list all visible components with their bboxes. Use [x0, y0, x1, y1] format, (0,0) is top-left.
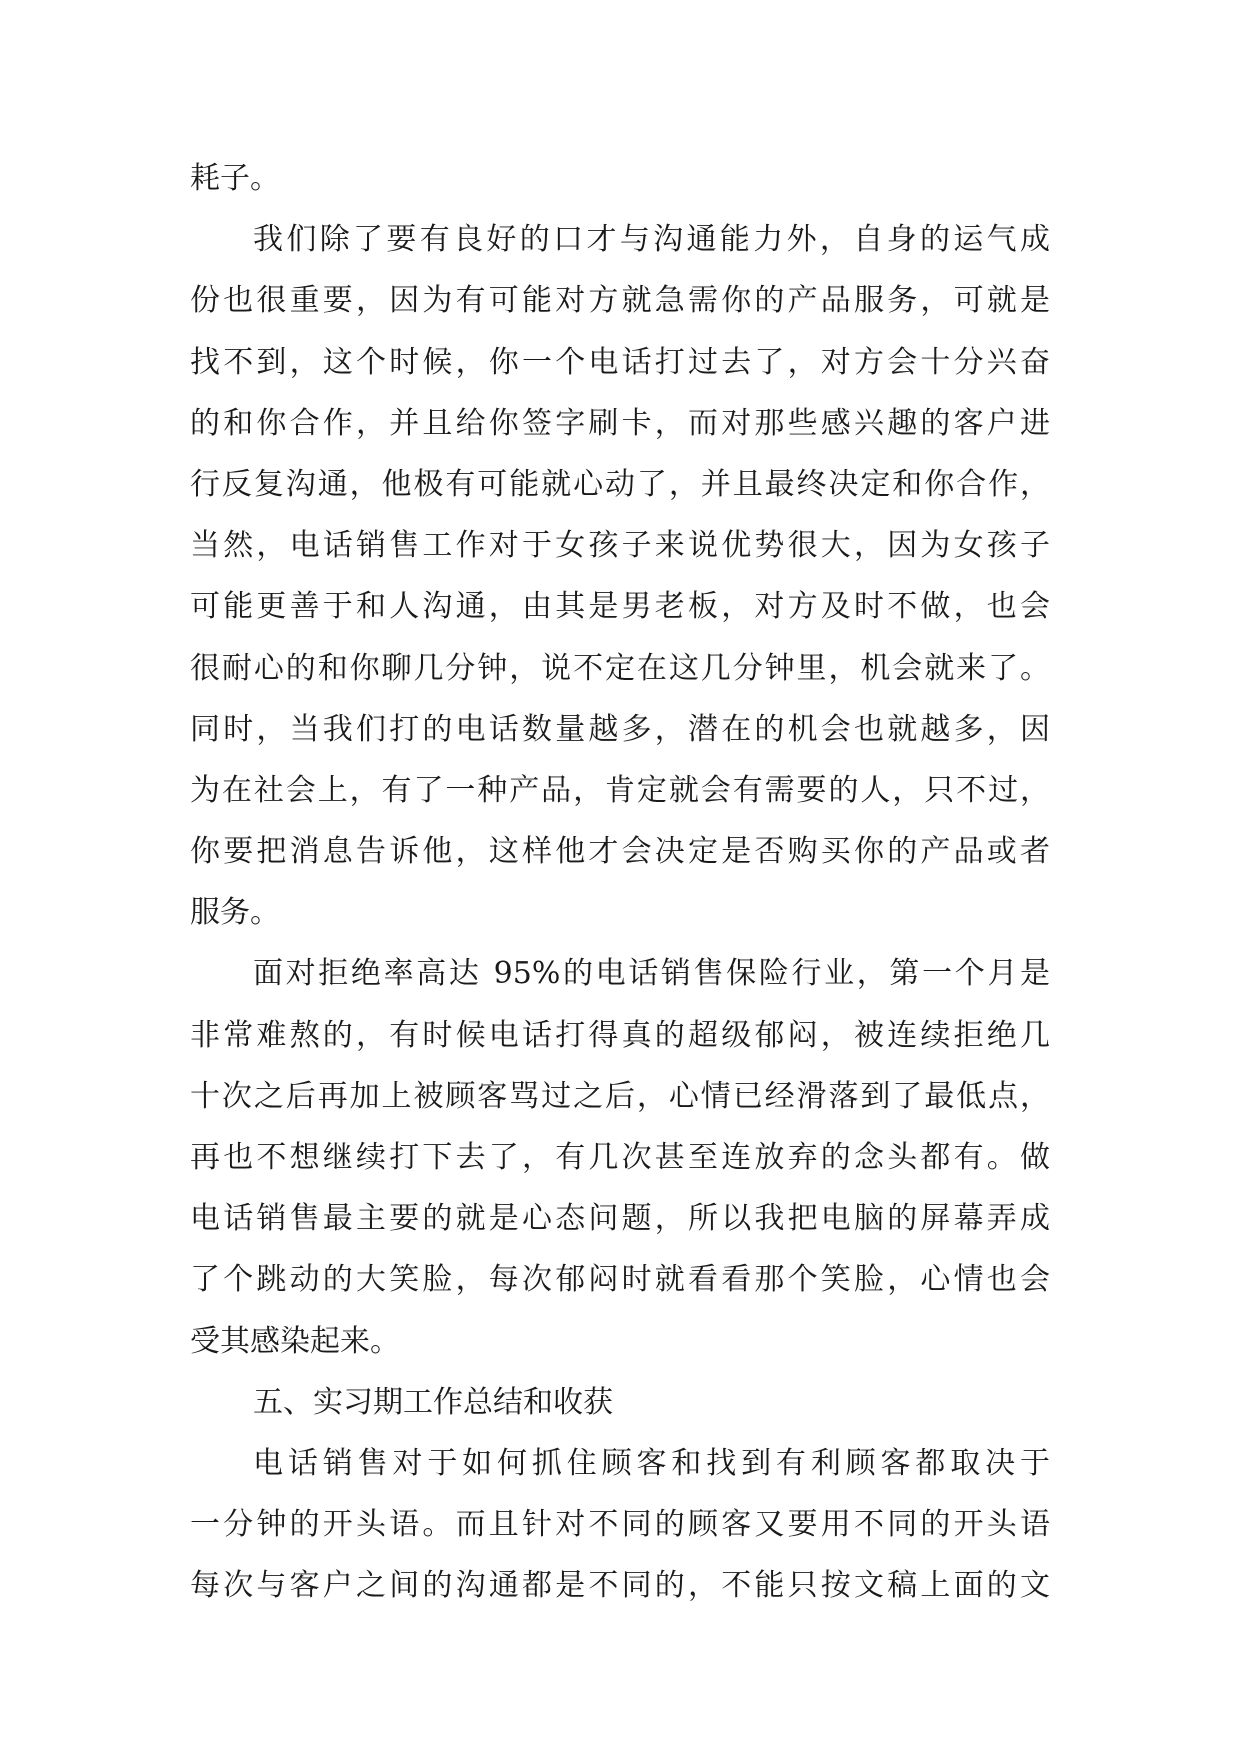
text-line: 找不到，这个时候，你一个电话打过去了，对方会十分兴奋 [190, 344, 1050, 380]
text-line: 五、实习期工作总结和收获 [253, 1384, 613, 1420]
text-line: 电话销售最主要的就是心态问题，所以我把电脑的屏幕弄成 [190, 1201, 1050, 1237]
text-line: 可能更善于和人沟通，由其是男老板，对方及时不做，也会 [190, 589, 1050, 625]
text-line: 你要把消息告诉他，这样他才会决定是否购买你的产品或者 [190, 834, 1050, 870]
text-line: 份也很重要，因为有可能对方就急需你的产品服务，可就是 [190, 283, 1050, 319]
text-line: 当然，电话销售工作对于女孩子来说优势很大，因为女孩子 [190, 528, 1050, 564]
text-line: 再也不想继续打下去了，有几次甚至连放弃的念头都有。做 [190, 1140, 1050, 1175]
text-line: 一分钟的开头语。而且针对不同的顾客又要用不同的开头语 [190, 1507, 1050, 1543]
text-line: 同时，当我们打的电话数量越多，潜在的机会也就越多，因 [190, 711, 1050, 747]
text-line: 受其感染起来。 [190, 1323, 400, 1359]
text-line: 行反复沟通，他极有可能就心动了，并且最终决定和你合作， [190, 466, 1050, 502]
text-line: 电话销售对于如何抓住顾客和找到有利顾客都取决于 [253, 1445, 1050, 1481]
text-line: 服务。 [190, 895, 280, 931]
text-line: 为在社会上，有了一种产品，肯定就会有需要的人，只不过， [190, 772, 1050, 808]
text-line: 每次与客户之间的沟通都是不同的，不能只按文稿上面的文 [190, 1568, 1050, 1604]
text-line: 面对拒绝率高达 95%的电话销售保险行业，第一个月是 [253, 956, 1050, 992]
document-body [190, 148, 1050, 1617]
text-line: 非常难熬的，有时候电话打得真的超级郁闷，被连续拒绝几 [190, 1017, 1050, 1053]
text-line: 我们除了要有良好的口才与沟通能力外，自身的运气成 [253, 222, 1050, 258]
text-line: 的和你合作，并且给你签字刷卡，而对那些感兴趣的客户进 [190, 405, 1050, 441]
text-line: 耗子。 [190, 161, 280, 196]
text-line: 了个跳动的大笑脸，每次郁闷时就看看那个笑脸，心情也会 [190, 1262, 1050, 1298]
text-line: 十次之后再加上被顾客骂过之后，心情已经滑落到了最低点， [190, 1078, 1050, 1114]
text-line: 很耐心的和你聊几分钟，说不定在这几分钟里，机会就来了。 [190, 650, 1050, 686]
